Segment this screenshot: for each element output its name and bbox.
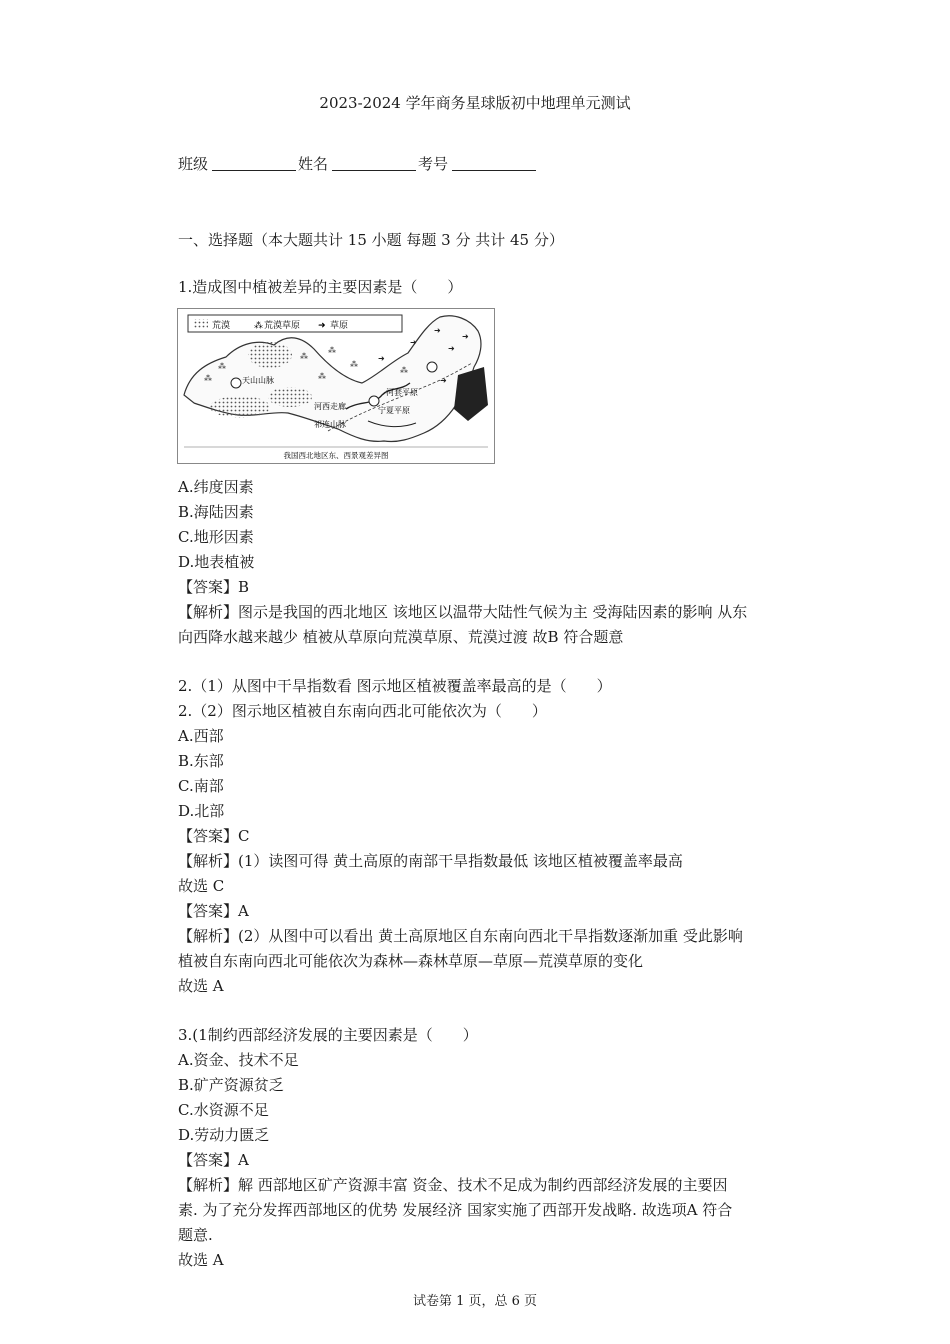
doc-title: 2023-2024 学年商务星球版初中地理单元测试 (319, 94, 631, 112)
q1-option-a: A.纬度因素 (178, 478, 254, 496)
svg-text:➜: ➜ (318, 321, 326, 331)
label-hexi: 河西走廊 (314, 402, 346, 411)
q2-option-b: B.东部 (178, 752, 224, 770)
label-hetao: 河套平原 (386, 388, 418, 397)
number-blank (452, 156, 536, 171)
svg-text:⁂: ⁂ (350, 360, 358, 369)
northwest-map-figure (177, 308, 495, 464)
q3-option-a: A.资金、技术不足 (178, 1051, 299, 1069)
section-heading: 一、选择题（本大题共计 15 小题 每题 3 分 共计 45 分） (178, 231, 564, 249)
svg-text:➜: ➜ (410, 338, 417, 347)
q1-option-b: B.海陆因素 (178, 503, 254, 521)
legend-steppe: 草原 (330, 321, 349, 331)
svg-text:⁂: ⁂ (400, 366, 408, 375)
label-tianshan: 天山山脉 (242, 376, 274, 385)
q2-choose-2: 故选 A (178, 977, 224, 995)
q3-analysis-line3: 题意. (178, 1226, 213, 1244)
q2-option-c: C.南部 (178, 777, 224, 795)
page-footer: 试卷第 1 页，总 6 页 (412, 1294, 538, 1309)
q1-analysis-line1: 【解析】图示是我国的西北地区 该地区以温带大陆性气候为主 受海陆因素的影响 从东 (178, 603, 748, 621)
q3-answer: 【答案】A (178, 1151, 249, 1169)
q1-option-d: D.地表植被 (178, 553, 255, 571)
q2-answer-1: 【答案】C (178, 827, 250, 845)
svg-text:➜: ➜ (448, 344, 455, 353)
q3-stem: 3.(1制约西部经济发展的主要因素是（ ） (178, 1026, 478, 1044)
q3-option-b: B.矿产资源贫乏 (178, 1076, 284, 1094)
q1-analysis-line2: 向西降水越来越少 植被从草原向荒漠草原、荒漠过渡 故B 符合题意 (178, 628, 624, 646)
q2-analysis-1: 【解析】(1）读图可得 黄土高原的南部干旱指数最低 该地区植被覆盖率最高 (178, 852, 683, 870)
svg-text:⁂: ⁂ (218, 362, 226, 371)
svg-text:⁂: ⁂ (254, 321, 263, 331)
q1-stem: 1.造成图中植被差异的主要因素是（ ） (178, 278, 463, 296)
q2-stem-1: 2.（1）从图中干旱指数看 图示地区植被覆盖率最高的是（ ） (178, 677, 612, 695)
svg-text:➜: ➜ (440, 376, 447, 385)
class-label: 班级 (178, 155, 209, 173)
label-ningxia: 宁夏平原 (378, 406, 410, 415)
class-blank (212, 156, 296, 171)
q2-choose-1: 故选 C (178, 877, 225, 895)
svg-text:⁂: ⁂ (318, 372, 326, 381)
q3-choose: 故选 A (178, 1251, 224, 1269)
name-label: 姓名 (298, 155, 329, 173)
q2-option-d: D.北部 (178, 802, 225, 820)
student-info (178, 153, 538, 174)
q2-analysis-2-line2: 植被自东南向西北可能依次为森林—森林草原—草原—荒漠草原的变化 (178, 952, 644, 970)
map-caption: 我国西北地区东、西景观差异图 (283, 451, 389, 460)
q1-option-c: C.地形因素 (178, 528, 254, 546)
map-illustration (178, 309, 494, 463)
svg-text:➜: ➜ (462, 332, 469, 341)
legend-desert-steppe: 荒漠草原 (264, 321, 301, 331)
q3-analysis-line1: 【解析】解 西部地区矿产资源丰富 资金、技术不足成为制约西部经济发展的主要因 (178, 1176, 728, 1194)
number-label: 考号 (418, 155, 449, 173)
svg-text:⁂: ⁂ (300, 352, 308, 361)
q3-analysis-line2: 素. 为了充分发挥西部地区的优势 发展经济 国家实施了西部开发战略. 故选项A 符合 (178, 1201, 733, 1219)
q3-option-c: C.水资源不足 (178, 1101, 269, 1119)
q2-analysis-2-line1: 【解析】(2）从图中可以看出 黄土高原地区自东南向西北干旱指数逐渐加重 受此影响 (178, 927, 743, 945)
svg-text:⁂: ⁂ (204, 374, 212, 383)
svg-text:⁂: ⁂ (328, 346, 336, 355)
name-blank (332, 156, 416, 171)
svg-text:➜: ➜ (434, 326, 441, 335)
label-qilian: 祁连山脉 (314, 420, 346, 429)
q2-option-a: A.西部 (178, 727, 224, 745)
q3-option-d: D.劳动力匮乏 (178, 1126, 270, 1144)
q1-answer: 【答案】B (178, 578, 250, 596)
q2-stem-2: 2.（2）图示地区植被自东南向西北可能依次为（ ） (178, 702, 547, 720)
legend-desert: 荒漠 (212, 321, 231, 331)
q2-answer-2: 【答案】A (178, 902, 249, 920)
svg-text:➜: ➜ (378, 354, 385, 363)
